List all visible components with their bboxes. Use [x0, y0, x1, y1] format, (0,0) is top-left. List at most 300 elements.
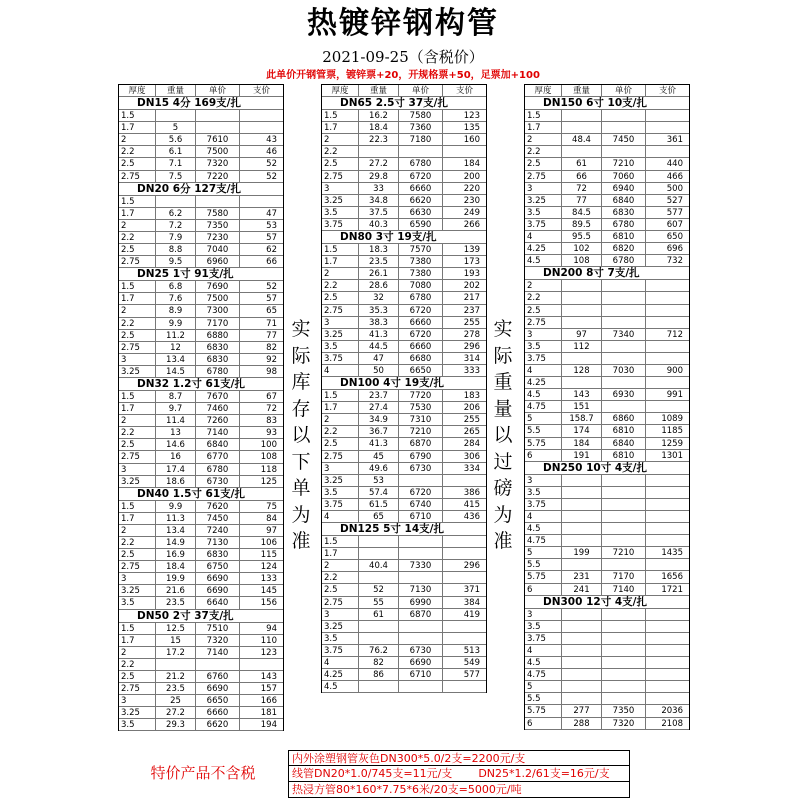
- table-row: [322, 426, 486, 438]
- table-cell: 173: [463, 257, 480, 268]
- table-cell: 265: [463, 427, 480, 438]
- table-cell: 1089: [661, 414, 683, 425]
- table-cell: 65: [359, 511, 399, 522]
- table-cell: 577: [463, 670, 480, 681]
- table-cell: 11.3: [156, 513, 196, 524]
- table-cell: 7380: [399, 256, 443, 267]
- table-cell: [562, 609, 602, 620]
- table-cell: 23.5: [156, 683, 196, 694]
- vertical-char: 存: [291, 397, 311, 420]
- table-row: [119, 342, 283, 354]
- table-cell: 6780: [196, 464, 240, 475]
- table-cell: 3.5: [322, 207, 359, 218]
- table-row: [525, 146, 689, 158]
- table-cell: 1.7: [525, 122, 562, 133]
- table-cell: [646, 657, 689, 668]
- table-row: [119, 403, 283, 415]
- table-row: [525, 559, 689, 571]
- table-cell: 206: [463, 403, 480, 414]
- table-cell: 115: [260, 550, 277, 561]
- table-cell: [602, 511, 646, 522]
- table-row: [525, 475, 689, 487]
- table-cell: 106: [260, 538, 277, 548]
- table-cell: 2.2: [322, 426, 359, 437]
- table-cell: 3.75: [322, 219, 359, 230]
- table-cell: 2.2: [119, 427, 156, 438]
- table-cell: 2: [119, 415, 156, 426]
- table-cell: 2: [322, 414, 359, 425]
- table-cell: 7340: [602, 329, 646, 340]
- table-cell: 84: [266, 513, 277, 524]
- table-cell: 23.7: [359, 390, 399, 401]
- table-row: [119, 476, 283, 488]
- table-cell: 6730: [399, 463, 443, 474]
- table-row: [525, 183, 689, 195]
- table-cell: [646, 681, 689, 692]
- table-cell: 7450: [196, 513, 240, 524]
- table-cell: 415: [463, 499, 480, 510]
- table-cell: [399, 146, 443, 157]
- table-cell: 75: [266, 501, 277, 512]
- table-cell: 1.7: [322, 122, 359, 133]
- table-cell: 2.5: [525, 305, 562, 316]
- pipe-size-group-title: DN40 1.5寸 61支/扎: [119, 488, 283, 501]
- table-cell: 231: [562, 571, 602, 582]
- table-cell: 1301: [661, 450, 683, 461]
- table-cell: [443, 572, 486, 583]
- table-cell: 6720: [399, 487, 443, 498]
- table-cell: 549: [463, 658, 480, 669]
- table-cell: 712: [666, 329, 683, 340]
- table-cell: 6730: [196, 476, 240, 487]
- table-cell: [646, 621, 689, 632]
- table-row: [322, 122, 486, 134]
- table-row: [119, 354, 283, 366]
- table-cell: 277: [562, 705, 602, 716]
- table-cell: 7240: [196, 525, 240, 536]
- table-cell: 53: [266, 220, 277, 231]
- table-cell: 3: [119, 573, 156, 584]
- table-cell: 18.4: [156, 561, 196, 572]
- table-cell: [359, 681, 399, 692]
- table-cell: 2.2: [119, 146, 156, 157]
- header-cell: 重量: [359, 85, 399, 96]
- table-cell: [602, 377, 646, 388]
- table-row: [322, 292, 486, 304]
- vertical-char: 过: [493, 450, 513, 473]
- table-cell: [443, 681, 486, 692]
- table-cell: [399, 572, 443, 583]
- table-row: [119, 719, 283, 731]
- table-cell: [646, 633, 689, 644]
- table-cell: [562, 292, 602, 303]
- table-cell: 2: [119, 220, 156, 231]
- table-cell: [646, 353, 689, 364]
- table-cell: 123: [260, 647, 277, 658]
- table-cell: 732: [666, 256, 683, 267]
- footer-line-square: 热浸方管80*160*7.75*6米/20支=5000元/吨: [292, 782, 522, 796]
- table-row: [322, 317, 486, 329]
- table-row: [322, 657, 486, 669]
- pipe-size-group-title: DN25 1寸 91支/扎: [119, 268, 283, 281]
- table-cell: [196, 110, 240, 121]
- table-row: [119, 513, 283, 525]
- table-cell: 2.5: [119, 671, 156, 682]
- table-cell: 7610: [196, 134, 240, 145]
- vertical-char: 以: [291, 424, 311, 446]
- table-cell: 133: [260, 574, 277, 585]
- table-row: [119, 232, 283, 244]
- table-cell: [562, 523, 602, 534]
- table-cell: 89.5: [562, 219, 602, 230]
- table-cell: 7030: [602, 365, 646, 376]
- table-cell: [646, 377, 689, 388]
- table-cell: 62: [266, 245, 277, 256]
- weight-note: [488, 316, 518, 555]
- table-cell: [443, 475, 486, 486]
- table-cell: 2.75: [119, 683, 156, 694]
- table-cell: 123: [463, 111, 480, 122]
- table-cell: [646, 305, 689, 316]
- table-cell: 15: [156, 635, 196, 646]
- table-cell: [602, 401, 646, 412]
- table-cell: 696: [666, 244, 683, 255]
- price-table-right: [524, 84, 690, 730]
- table-cell: [562, 122, 602, 133]
- vertical-char: 下: [291, 450, 311, 473]
- table-cell: 199: [562, 547, 602, 558]
- table-cell: 3.25: [525, 195, 562, 206]
- table-cell: [562, 657, 602, 668]
- table-cell: 191: [562, 450, 602, 461]
- table-cell: 5.5: [525, 693, 562, 704]
- table-cell: [359, 572, 399, 583]
- table-cell: 4.25: [525, 377, 562, 388]
- table-cell: 14.6: [156, 439, 196, 450]
- table-cell: 5.6: [156, 134, 196, 145]
- table-cell: 12.5: [156, 623, 196, 634]
- table-cell: 112: [562, 341, 602, 352]
- table-cell: 6620: [399, 195, 443, 206]
- table-cell: 6870: [399, 438, 443, 449]
- table-row: [119, 671, 283, 683]
- table-row: [322, 158, 486, 170]
- table-cell: 4: [322, 657, 359, 668]
- table-cell: 7230: [196, 232, 240, 243]
- table-cell: 2.2: [525, 146, 562, 157]
- footer-conduit-dn25: DN25*1.2/61支=16元/支: [478, 767, 610, 781]
- table-cell: 6750: [196, 561, 240, 572]
- table-cell: 3.25: [119, 585, 156, 596]
- table-cell: 18.6: [156, 476, 196, 487]
- table-cell: 4.5: [525, 389, 562, 400]
- table-cell: [562, 693, 602, 704]
- table-cell: [562, 353, 602, 364]
- table-cell: 82: [266, 342, 277, 353]
- table-cell: 3.5: [322, 633, 359, 644]
- table-cell: 3.25: [119, 707, 156, 718]
- price-table-left: [118, 84, 284, 731]
- table-cell: 33: [359, 183, 399, 194]
- table-cell: 1.5: [119, 501, 156, 512]
- table-cell: 3.5: [322, 341, 359, 352]
- table-cell: [602, 669, 646, 680]
- table-cell: 7180: [399, 134, 443, 145]
- table-cell: [646, 693, 689, 704]
- table-cell: 19.9: [156, 573, 196, 584]
- table-cell: 577: [666, 207, 683, 218]
- table-cell: 314: [463, 353, 480, 364]
- table-cell: 100: [260, 440, 277, 451]
- table-cell: 18.4: [359, 122, 399, 133]
- table-row: [525, 305, 689, 317]
- table-cell: [240, 110, 283, 121]
- table-cell: 3.5: [525, 207, 562, 218]
- table-cell: 181: [260, 708, 277, 719]
- header-cell: 厚度: [525, 85, 562, 96]
- table-cell: 7320: [196, 635, 240, 646]
- table-cell: 3.25: [119, 476, 156, 487]
- table-cell: 5: [525, 413, 562, 424]
- pipe-size-group-title: DN65 2.5寸 37支/扎: [322, 97, 486, 110]
- header-cell: 重量: [562, 85, 602, 96]
- vertical-char: 以: [493, 424, 513, 446]
- table-row: [322, 633, 486, 645]
- table-cell: 3.75: [525, 219, 562, 230]
- table-cell: 2.5: [119, 439, 156, 450]
- table-cell: 1435: [661, 548, 683, 559]
- table-cell: 3.5: [322, 487, 359, 498]
- table-cell: 2.5: [322, 584, 359, 595]
- header-cell: 厚度: [119, 85, 156, 96]
- table-cell: 3.5: [525, 341, 562, 352]
- table-cell: 22.3: [359, 134, 399, 145]
- table-cell: [359, 548, 399, 559]
- table-row: [525, 609, 689, 621]
- table-cell: 66: [562, 171, 602, 182]
- table-row: [525, 207, 689, 219]
- table-cell: 6630: [399, 207, 443, 218]
- table-cell: 52: [266, 282, 277, 293]
- table-cell: 2.2: [322, 280, 359, 291]
- table-cell: 6810: [602, 450, 646, 461]
- table-cell: 43: [266, 135, 277, 146]
- table-cell: [646, 609, 689, 620]
- table-cell: 6.2: [156, 208, 196, 219]
- table-cell: [562, 511, 602, 522]
- table-cell: [646, 535, 689, 546]
- table-row: [119, 623, 283, 635]
- table-cell: 37.5: [359, 207, 399, 218]
- table-cell: 40.4: [359, 560, 399, 571]
- table-row: [525, 401, 689, 413]
- table-cell: 23.5: [359, 256, 399, 267]
- table-row: [322, 560, 486, 572]
- table-cell: 3.5: [525, 487, 562, 498]
- table-cell: 220: [463, 183, 480, 194]
- table-cell: [602, 146, 646, 157]
- table-row: [322, 207, 486, 219]
- table-cell: 6690: [196, 585, 240, 596]
- table-cell: 3.75: [525, 499, 562, 510]
- table-cell: 278: [463, 329, 480, 340]
- table-cell: 4.75: [525, 535, 562, 546]
- table-cell: [562, 475, 602, 486]
- table-cell: 65: [266, 306, 277, 317]
- table-cell: 1.5: [119, 623, 156, 634]
- table-cell: 440: [666, 159, 683, 170]
- table-cell: 6780: [196, 366, 240, 377]
- table-row: [525, 425, 689, 437]
- table-cell: 77: [562, 195, 602, 206]
- table-cell: 128: [562, 365, 602, 376]
- table-row: [525, 511, 689, 523]
- table-cell: 1.5: [525, 110, 562, 121]
- table-cell: 145: [260, 586, 277, 597]
- table-cell: 7260: [196, 415, 240, 426]
- table-cell: 193: [463, 269, 480, 280]
- table-cell: 266: [463, 219, 480, 230]
- table-cell: 9.5: [156, 256, 196, 267]
- table-row: [525, 669, 689, 681]
- table-cell: 255: [463, 415, 480, 426]
- table-cell: 16.2: [359, 110, 399, 121]
- table-cell: 6: [525, 450, 562, 461]
- table-row: [322, 499, 486, 511]
- table-row: [119, 659, 283, 671]
- table-row: [119, 196, 283, 208]
- table-cell: 991: [666, 390, 683, 401]
- table-cell: 98: [266, 366, 277, 377]
- table-row: [119, 158, 283, 170]
- table-cell: 53: [359, 475, 399, 486]
- table-cell: [646, 401, 689, 412]
- table-cell: 6.1: [156, 146, 196, 157]
- table-cell: [602, 657, 646, 668]
- table-cell: 6740: [399, 499, 443, 510]
- table-cell: 108: [562, 255, 602, 266]
- table-cell: 1.7: [322, 402, 359, 413]
- table-cell: 7530: [399, 402, 443, 413]
- table-cell: 92: [266, 354, 277, 365]
- table-cell: 200: [463, 171, 480, 182]
- table-cell: 5: [156, 122, 196, 133]
- table-cell: 7060: [602, 171, 646, 182]
- table-cell: 4.25: [322, 669, 359, 680]
- table-cell: 61: [359, 609, 399, 620]
- table-cell: [562, 305, 602, 316]
- table-row: [322, 256, 486, 268]
- table-cell: 2.5: [119, 158, 156, 169]
- table-cell: 2.5: [119, 244, 156, 255]
- table-cell: 1259: [661, 438, 683, 449]
- vertical-char: 为: [493, 503, 513, 526]
- table-cell: [443, 633, 486, 644]
- table-cell: 237: [463, 305, 480, 316]
- table-row: [322, 183, 486, 195]
- table-cell: 296: [463, 561, 480, 572]
- table-cell: 4.75: [525, 669, 562, 680]
- table-cell: 6720: [399, 329, 443, 340]
- table-row: [119, 427, 283, 439]
- table-row: [525, 317, 689, 329]
- table-cell: 17.2: [156, 647, 196, 658]
- table-cell: 66: [266, 257, 277, 268]
- table-cell: 7.9: [156, 232, 196, 243]
- table-cell: 7220: [196, 171, 240, 182]
- table-cell: 7690: [196, 281, 240, 292]
- page-title: 热镀锌钢构管: [307, 6, 499, 41]
- table-cell: 500: [666, 183, 683, 194]
- vertical-char: 准: [493, 530, 513, 552]
- table-cell: 44.5: [359, 341, 399, 352]
- table-cell: 14.5: [156, 366, 196, 377]
- table-cell: [646, 110, 689, 121]
- table-cell: 4.5: [525, 255, 562, 266]
- table-cell: 7140: [602, 584, 646, 595]
- table-cell: 296: [463, 341, 480, 352]
- table-row: [525, 705, 689, 717]
- table-cell: 6810: [602, 231, 646, 242]
- table-cell: 27.4: [359, 402, 399, 413]
- table-row: [322, 402, 486, 414]
- table-cell: 11.4: [156, 415, 196, 426]
- table-cell: 2: [322, 560, 359, 571]
- table-cell: [240, 659, 283, 670]
- stock-note: [286, 316, 316, 555]
- table-cell: 158.7: [562, 413, 602, 424]
- pipe-size-group-title: DN32 1.2寸 61支/扎: [119, 378, 283, 391]
- table-cell: 6590: [399, 219, 443, 230]
- table-row: [119, 208, 283, 220]
- table-cell: 7080: [399, 280, 443, 291]
- table-cell: 306: [463, 451, 480, 462]
- table-cell: 57: [266, 232, 277, 243]
- table-cell: [602, 609, 646, 620]
- table-cell: 7570: [399, 244, 443, 255]
- table-cell: 67: [266, 391, 277, 402]
- table-row: [119, 464, 283, 476]
- table-cell: 2.75: [119, 451, 156, 462]
- table-cell: 6780: [399, 292, 443, 303]
- table-row: [322, 110, 486, 122]
- table-cell: 2.75: [322, 305, 359, 316]
- table-row: [322, 134, 486, 146]
- table-cell: [443, 548, 486, 559]
- table-cell: 72: [562, 183, 602, 194]
- table-row: [119, 134, 283, 146]
- table-cell: 2.2: [322, 146, 359, 157]
- table-cell: 3: [322, 609, 359, 620]
- table-row: [322, 669, 486, 681]
- table-row: [119, 318, 283, 330]
- table-cell: [602, 292, 646, 303]
- table-cell: 124: [260, 562, 277, 573]
- table-row: [119, 585, 283, 597]
- table-row: [525, 377, 689, 389]
- table-cell: 7170: [196, 318, 240, 329]
- table-cell: [602, 280, 646, 291]
- table-cell: 61: [562, 158, 602, 169]
- table-cell: [399, 681, 443, 692]
- table-cell: 2.2: [119, 318, 156, 329]
- table-cell: 86: [359, 669, 399, 680]
- table-cell: 45: [359, 451, 399, 462]
- table-cell: 7170: [602, 571, 646, 582]
- table-cell: [156, 659, 196, 670]
- table-cell: [602, 499, 646, 510]
- table-cell: 27.2: [156, 707, 196, 718]
